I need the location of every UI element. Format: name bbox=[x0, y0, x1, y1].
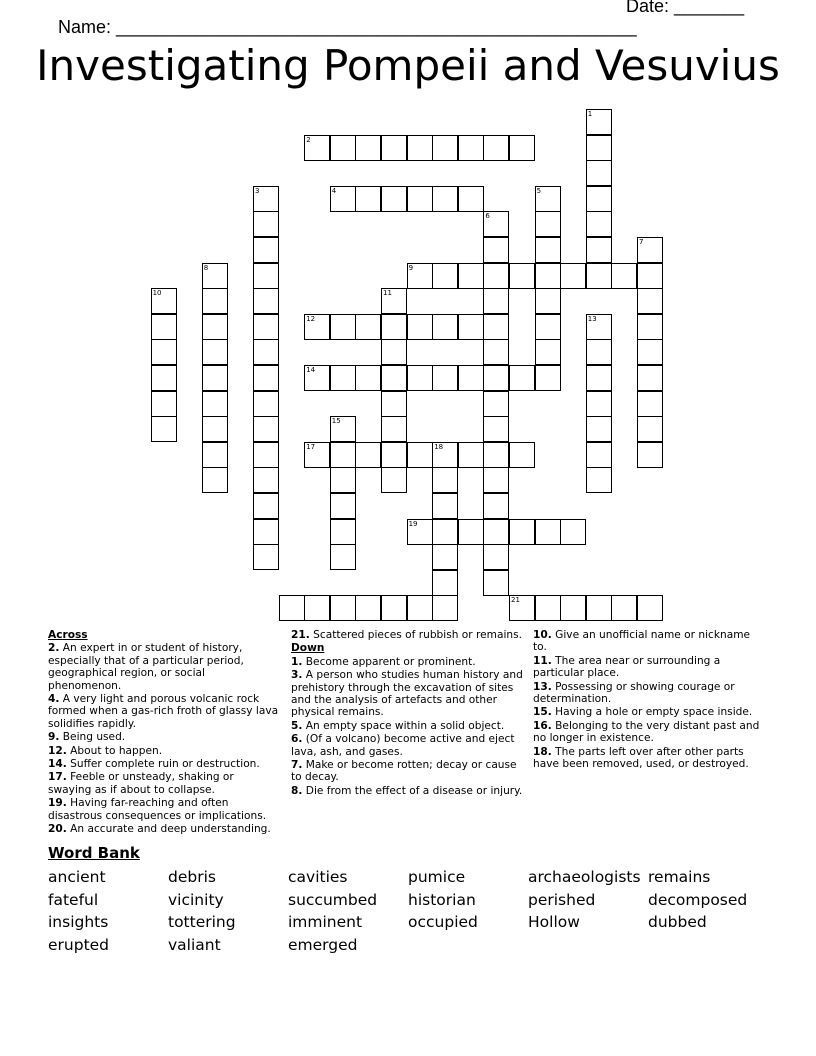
cell-number: 6 bbox=[485, 212, 490, 221]
crossword-cell[interactable] bbox=[304, 314, 330, 340]
cell-number: 4 bbox=[331, 186, 337, 195]
crossword-cell[interactable] bbox=[253, 442, 279, 468]
crossword-cell[interactable] bbox=[407, 595, 433, 621]
down-clue: 18. The parts left over after other parts have been removed, used, or destroyed. bbox=[533, 745, 749, 771]
crossword-cell[interactable] bbox=[202, 442, 228, 468]
crossword-cell[interactable] bbox=[483, 391, 509, 417]
crossword-cell[interactable] bbox=[279, 595, 305, 621]
crossword-cell[interactable] bbox=[355, 365, 381, 391]
crossword-cell[interactable] bbox=[432, 314, 458, 340]
crossword-cell[interactable] bbox=[586, 595, 612, 621]
crossword-cell[interactable] bbox=[458, 263, 484, 289]
date-field[interactable]: Date: _______ bbox=[626, 0, 745, 16]
crossword-cell[interactable] bbox=[355, 595, 381, 621]
word-bank-word: debris bbox=[168, 868, 216, 886]
crossword-cell[interactable] bbox=[151, 391, 177, 417]
crossword-cell[interactable] bbox=[253, 263, 279, 289]
crossword-cell[interactable] bbox=[151, 416, 177, 442]
down-clue: 16. Belonging to the very distant past and no longer in existence. bbox=[533, 719, 760, 745]
crossword-cell[interactable] bbox=[253, 339, 279, 365]
word-bank-word: decomposed bbox=[648, 891, 748, 909]
cell-number: 18 bbox=[434, 442, 444, 451]
crossword-cell[interactable] bbox=[586, 211, 612, 237]
page-title: Investigating Pompeii and Vesuvius bbox=[36, 41, 780, 90]
crossword-cell[interactable] bbox=[637, 263, 663, 289]
name-field[interactable]: Name: ____________________________________________________ bbox=[58, 17, 637, 37]
crossword-cell[interactable] bbox=[483, 263, 509, 289]
crossword-cell[interactable] bbox=[637, 416, 663, 442]
crossword-cell[interactable] bbox=[483, 365, 509, 391]
cell-number: 9 bbox=[408, 263, 414, 272]
crossword-cell[interactable] bbox=[483, 416, 509, 442]
crossword-cell[interactable] bbox=[483, 467, 509, 493]
word-bank-title: Word Bank bbox=[48, 844, 140, 862]
crossword-cell[interactable] bbox=[202, 263, 228, 289]
word-bank-word: vicinity bbox=[168, 891, 224, 909]
crossword-cell[interactable] bbox=[637, 314, 663, 340]
crossword-cell[interactable] bbox=[432, 135, 458, 161]
crossword-cell[interactable] bbox=[535, 288, 561, 314]
crossword-cell[interactable] bbox=[637, 237, 663, 263]
crossword-cell[interactable] bbox=[151, 314, 177, 340]
across-clue: 12. About to happen. bbox=[48, 744, 163, 757]
word-bank-word: valiant bbox=[168, 936, 221, 954]
crossword-cell[interactable] bbox=[458, 186, 484, 212]
crossword-cell[interactable] bbox=[535, 186, 561, 212]
crossword-cell[interactable] bbox=[330, 544, 356, 570]
cell-number: 1 bbox=[587, 109, 593, 118]
word-bank-word: remains bbox=[648, 868, 711, 886]
down-clue: 13. Possessing or showing courage or determination. bbox=[533, 680, 735, 706]
crossword-cell[interactable] bbox=[611, 263, 637, 289]
crossword-cell[interactable] bbox=[407, 365, 433, 391]
crossword-cell[interactable] bbox=[202, 314, 228, 340]
across-clue: 17. Feeble or unsteady, shaking or swaying as if about to collapse. bbox=[48, 771, 234, 796]
crossword-cell[interactable] bbox=[586, 365, 612, 391]
crossword-cell[interactable] bbox=[253, 237, 279, 263]
crossword-cell[interactable] bbox=[202, 416, 228, 442]
word-bank-word: fateful bbox=[48, 891, 99, 909]
crossword-cell[interactable] bbox=[535, 237, 561, 263]
crossword-cell[interactable] bbox=[586, 237, 612, 263]
crossword-cell[interactable] bbox=[381, 442, 407, 468]
down-clue: 15. Having a hole or empty space inside. bbox=[533, 706, 753, 719]
cell-number: 15 bbox=[331, 417, 341, 426]
crossword-cell[interactable] bbox=[253, 314, 279, 340]
crossword-cell[interactable] bbox=[586, 467, 612, 493]
crossword-cell[interactable] bbox=[637, 391, 663, 417]
cell-number: 19 bbox=[408, 519, 418, 528]
crossword-cell[interactable] bbox=[432, 544, 458, 570]
crossword-cell[interactable] bbox=[304, 595, 330, 621]
word-bank-word: cavities bbox=[288, 868, 348, 886]
crossword-cell[interactable] bbox=[432, 493, 458, 519]
crossword-cell[interactable] bbox=[535, 263, 561, 289]
cell-number: 14 bbox=[306, 365, 316, 374]
crossword-cell[interactable] bbox=[586, 160, 612, 186]
crossword-cell[interactable] bbox=[509, 365, 535, 391]
cell-number: 21 bbox=[511, 596, 520, 605]
word-bank-word: Hollow bbox=[528, 913, 580, 931]
crossword-cell[interactable] bbox=[586, 416, 612, 442]
crossword-cell[interactable] bbox=[586, 314, 612, 340]
crossword-cell[interactable] bbox=[432, 263, 458, 289]
cell-number: 11 bbox=[383, 289, 392, 298]
crossword-cell[interactable] bbox=[509, 263, 535, 289]
across-clue: 2. An expert in or student of history, especially that of a particular period, geographical region, or social phenomenon. bbox=[48, 642, 244, 692]
crossword-cell[interactable] bbox=[432, 467, 458, 493]
crossword-cell[interactable] bbox=[637, 288, 663, 314]
crossword-cell[interactable] bbox=[253, 211, 279, 237]
crossword-cell[interactable] bbox=[407, 263, 433, 289]
crossword-cell[interactable] bbox=[560, 595, 586, 621]
crossword-cell[interactable] bbox=[483, 288, 509, 314]
crossword-cell[interactable] bbox=[483, 211, 509, 237]
word-bank-word: pumice bbox=[408, 868, 466, 886]
crossword-cell[interactable] bbox=[330, 467, 356, 493]
crossword-cell[interactable] bbox=[432, 595, 458, 621]
word-bank-word: historian bbox=[408, 891, 476, 909]
crossword-cell[interactable] bbox=[586, 442, 612, 468]
crossword-cell[interactable] bbox=[330, 135, 356, 161]
crossword-cell[interactable] bbox=[381, 365, 407, 391]
crossword-cell[interactable] bbox=[381, 416, 407, 442]
word-bank-word: erupted bbox=[48, 936, 110, 954]
crossword-cell[interactable] bbox=[432, 519, 458, 545]
crossword-cell[interactable] bbox=[432, 365, 458, 391]
crossword-cell[interactable] bbox=[381, 288, 407, 314]
crossword-cell[interactable] bbox=[483, 544, 509, 570]
crossword-cell[interactable] bbox=[586, 135, 612, 161]
cell-number: 3 bbox=[255, 186, 260, 195]
crossword-cell[interactable] bbox=[151, 365, 177, 391]
down-clue: 11. The area near or surrounding a particular place. bbox=[533, 654, 721, 680]
down-clue: 7. Make or become rotten; decay or cause to decay. bbox=[291, 759, 517, 784]
crossword-cell[interactable] bbox=[483, 314, 509, 340]
crossword-cell[interactable] bbox=[355, 314, 381, 340]
cell-number: 5 bbox=[536, 186, 542, 195]
across-clue: 14. Suffer complete ruin or destruction. bbox=[48, 758, 260, 771]
crossword-cell[interactable] bbox=[330, 314, 356, 340]
down-clue: 3. A person who studies human history and prehistory through the excavation of sites and the analysis of artefacts and other physical remains. bbox=[291, 669, 523, 719]
crossword-cell[interactable] bbox=[509, 135, 535, 161]
down-clue-list-continued bbox=[533, 629, 765, 770]
word-bank-word: occupied bbox=[408, 913, 478, 931]
crossword-cell[interactable] bbox=[253, 288, 279, 314]
crossword-cell[interactable] bbox=[253, 365, 279, 391]
crossword-cell[interactable] bbox=[381, 339, 407, 365]
down-heading: Down bbox=[291, 642, 325, 655]
crossword-cell[interactable] bbox=[483, 519, 509, 545]
word-bank-word: perished bbox=[528, 891, 596, 909]
crossword-cell[interactable] bbox=[509, 519, 535, 545]
crossword-cell[interactable] bbox=[407, 135, 433, 161]
cell-number: 12 bbox=[306, 314, 316, 323]
crossword-cell[interactable] bbox=[535, 314, 561, 340]
cell-number: 8 bbox=[203, 263, 209, 272]
clue-across-21: 21. Scattered pieces of rubbish or remains. bbox=[291, 629, 523, 641]
crossword-cell[interactable] bbox=[535, 339, 561, 365]
word-bank-word: imminent bbox=[288, 913, 363, 931]
down-clue: 8. Die from the effect of a disease or injury. bbox=[291, 784, 523, 797]
crossword-cell[interactable] bbox=[304, 135, 330, 161]
word-bank-word: tottering bbox=[168, 913, 236, 931]
cell-number: 10 bbox=[152, 289, 162, 298]
word-bank-word: emerged bbox=[288, 936, 358, 954]
crossword-cell[interactable] bbox=[458, 314, 484, 340]
down-clue-list bbox=[291, 656, 523, 797]
crossword-cell[interactable] bbox=[304, 365, 330, 391]
crossword-cell[interactable] bbox=[535, 365, 561, 391]
crossword-cell[interactable] bbox=[202, 391, 228, 417]
crossword-cell[interactable] bbox=[483, 339, 509, 365]
crossword-cell[interactable] bbox=[253, 416, 279, 442]
clues-column-1 bbox=[48, 629, 280, 837]
crossword-cell[interactable] bbox=[381, 186, 407, 212]
crossword-cell[interactable] bbox=[407, 442, 433, 468]
crossword-cell[interactable] bbox=[483, 493, 509, 519]
crossword-cell[interactable] bbox=[381, 314, 407, 340]
crossword-cell[interactable] bbox=[560, 519, 586, 545]
crossword-cell[interactable] bbox=[202, 365, 228, 391]
crossword-cell[interactable] bbox=[637, 595, 663, 621]
crossword-cell[interactable] bbox=[253, 467, 279, 493]
crossword-cell[interactable] bbox=[253, 391, 279, 417]
clues-column-3 bbox=[533, 629, 765, 771]
crossword-cell[interactable] bbox=[407, 186, 433, 212]
cell-number: 2 bbox=[306, 135, 311, 144]
crossword-cell[interactable] bbox=[458, 442, 484, 468]
word-bank-word: dubbed bbox=[648, 913, 707, 931]
word-bank-word: insights bbox=[48, 913, 109, 931]
down-clue: 5. An empty space within a solid object. bbox=[291, 719, 505, 732]
crossword-cell[interactable] bbox=[355, 135, 381, 161]
across-heading: Across bbox=[48, 629, 88, 641]
crossword-cell[interactable] bbox=[637, 365, 663, 391]
word-bank-word: succumbed bbox=[288, 891, 378, 909]
across-clue: 20. An accurate and deep understanding. bbox=[48, 823, 271, 836]
crossword-cell[interactable] bbox=[253, 186, 279, 212]
crossword-cell[interactable] bbox=[202, 339, 228, 365]
crossword-cell[interactable] bbox=[407, 314, 433, 340]
crossword-cell[interactable] bbox=[381, 595, 407, 621]
cell-number: 7 bbox=[639, 237, 644, 246]
word-bank-word: ancient bbox=[48, 868, 106, 886]
crossword-cell[interactable] bbox=[458, 135, 484, 161]
clues-column-2 bbox=[291, 629, 523, 798]
crossword-cell[interactable] bbox=[483, 237, 509, 263]
word-bank-word: archaeologists bbox=[528, 868, 641, 886]
down-clue: 10. Give an unofficial name or nickname to. bbox=[533, 629, 751, 654]
crossword-cell[interactable] bbox=[509, 595, 535, 621]
crossword-cell[interactable] bbox=[586, 391, 612, 417]
crossword-cell[interactable] bbox=[253, 519, 279, 545]
crossword-cell[interactable] bbox=[458, 519, 484, 545]
crossword-cell[interactable] bbox=[253, 544, 279, 570]
crossword-cell[interactable] bbox=[381, 467, 407, 493]
across-clue: 19. Having far-reaching and often disastrous consequences or implications. bbox=[48, 797, 267, 822]
crossword-cell[interactable] bbox=[483, 135, 509, 161]
crossword-cell[interactable] bbox=[202, 288, 228, 314]
crossword-cell[interactable] bbox=[535, 519, 561, 545]
crossword-cell[interactable] bbox=[330, 493, 356, 519]
crossword-cell[interactable] bbox=[355, 186, 381, 212]
crossword-cell[interactable] bbox=[330, 442, 356, 468]
crossword-cell[interactable] bbox=[586, 109, 612, 135]
crossword-cell[interactable] bbox=[586, 263, 612, 289]
crossword-cell[interactable] bbox=[458, 365, 484, 391]
crossword-cell[interactable] bbox=[586, 339, 612, 365]
crossword-cell[interactable] bbox=[151, 339, 177, 365]
crossword-cell[interactable] bbox=[483, 570, 509, 596]
crossword-cell[interactable] bbox=[509, 442, 535, 468]
crossword-cell[interactable] bbox=[407, 519, 433, 545]
crossword-cell[interactable] bbox=[330, 186, 356, 212]
crossword-cell[interactable] bbox=[253, 493, 279, 519]
across-clue: 4. A very light and porous volcanic rock formed when a gas-rich froth of glassy lava solidifies rapidly. bbox=[48, 693, 279, 730]
crossword-cell[interactable] bbox=[304, 442, 330, 468]
crossword-cell[interactable] bbox=[330, 595, 356, 621]
down-clue: 6. (Of a volcano) become active and eject lava, ash, and gases. bbox=[291, 733, 515, 758]
crossword-cell[interactable] bbox=[202, 467, 228, 493]
crossword-cell[interactable] bbox=[535, 595, 561, 621]
crossword-cell[interactable] bbox=[586, 186, 612, 212]
crossword-cell[interactable] bbox=[432, 442, 458, 468]
crossword-cell[interactable] bbox=[483, 442, 509, 468]
crossword-cell[interactable] bbox=[330, 519, 356, 545]
cell-number: 13 bbox=[587, 314, 597, 323]
crossword-cell[interactable] bbox=[432, 570, 458, 596]
crossword-cell[interactable] bbox=[611, 595, 637, 621]
crossword-cell[interactable] bbox=[381, 391, 407, 417]
crossword-cell[interactable] bbox=[330, 416, 356, 442]
down-clue: 1. Become apparent or prominent. bbox=[291, 655, 476, 668]
across-clue: 9. Being used. bbox=[48, 731, 126, 744]
cell-number: 17 bbox=[306, 442, 316, 451]
crossword-cell[interactable] bbox=[381, 135, 407, 161]
across-clue-list bbox=[48, 642, 280, 835]
crossword-cell[interactable] bbox=[637, 442, 663, 468]
crossword-cell[interactable] bbox=[432, 186, 458, 212]
crossword-cell[interactable] bbox=[560, 263, 586, 289]
crossword-cell[interactable] bbox=[330, 365, 356, 391]
crossword-cell[interactable] bbox=[355, 442, 381, 468]
crossword-cell[interactable] bbox=[151, 288, 177, 314]
crossword-cell[interactable] bbox=[637, 339, 663, 365]
crossword-cell[interactable] bbox=[535, 211, 561, 237]
